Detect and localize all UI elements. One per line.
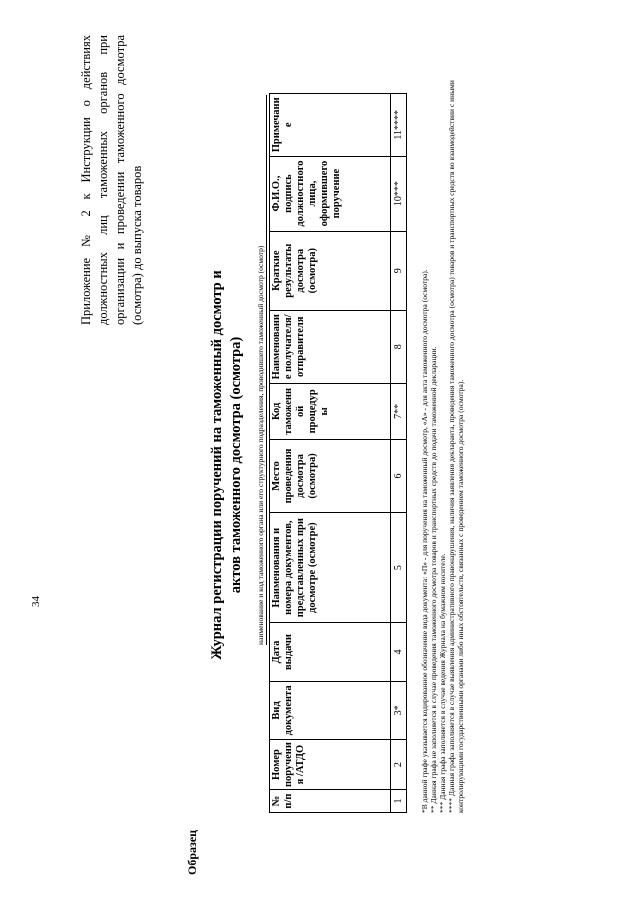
col-number-7: 7** — [391, 383, 407, 439]
col-header-inspection-place: Место проведения досмотра (осмотра) — [270, 439, 391, 512]
customs-body-caption: наименование и код таможенного органа или его структурного подразделения, проводившего таможенный досмотр (осмотр) — [256, 95, 267, 645]
column-number-row — [391, 94, 407, 813]
title-line-2: актов таможенного досмотра (осмотра) — [228, 336, 244, 594]
appendix-reference: Приложение № 2 к Инструкции о действиях должностных лиц таможенных органов при организации и проведении таможенного досмотра (осмотра) до выпуска товаров — [79, 35, 144, 325]
col-header-procedure-code: Код таможенной процедуры — [270, 383, 391, 439]
col-number-4: 4 — [391, 623, 407, 681]
col-number-2: 2 — [391, 740, 407, 790]
col-header-document-type: Вид документа — [270, 681, 391, 739]
col-header-recipient-sender: Наименование получателя/ отправителя — [270, 310, 391, 383]
col-number-1: 1 — [391, 790, 407, 813]
col-header-number: № п/п — [270, 790, 391, 813]
col-number-5: 5 — [391, 512, 407, 622]
document-title — [208, 175, 246, 755]
header-row — [270, 94, 391, 813]
col-header-documents: Наименования и номера документов, представленных при досмотре (осмотре) — [270, 512, 391, 622]
col-number-3: 3* — [391, 681, 407, 739]
footnote-2: ** Данная графа не заполняется в случае проведения таможенного досмотра товаров и транспортных средств до подачи таможенной декларации. — [429, 346, 438, 813]
footnote-4: **** Данная графа заполняется в случае выявления административного правонарушения, наличия заявления декларанта, проведения таможенного досмотра (осмотра) товаров и транспортных средств во взаимодействии с иными контролирующими государственными органами либо иных обстоятельств, связанных с проведением таможенного досмотра (осмотра). — [447, 80, 465, 813]
col-number-10: 10*** — [391, 156, 407, 231]
sample-label: Образец — [185, 829, 199, 875]
page-number: 34 — [30, 596, 42, 607]
col-header-results: Краткие результаты досмотра (осмотра) — [270, 231, 391, 310]
col-number-8: 8 — [391, 310, 407, 383]
col-number-9: 9 — [391, 231, 407, 310]
register-table — [269, 93, 407, 813]
title-line-1: Журнал регистрации поручений на таможенный досмотр и — [209, 270, 225, 660]
col-header-order-number: Номер поручения /АТДО — [270, 740, 391, 790]
footnote-1: *В данной графе указывается кодированное обозначение вида документа: «П» - для поручения на таможенный досмотр, «А» - для акта таможенного досмотра (осмотра). — [420, 269, 429, 813]
col-header-note: Примечание — [270, 94, 391, 157]
col-header-official: Ф.И.О., подпись должностного лица, оформившего поручение — [270, 156, 391, 231]
footnotes — [420, 78, 465, 813]
col-header-issue-date: Дата выдачи — [270, 623, 391, 681]
col-number-11: 11**** — [391, 94, 407, 157]
col-number-6: 6 — [391, 439, 407, 512]
footnote-3: *** Данная графа заполняется в случае ведения Журнала на бумажном носителе. — [438, 553, 447, 813]
